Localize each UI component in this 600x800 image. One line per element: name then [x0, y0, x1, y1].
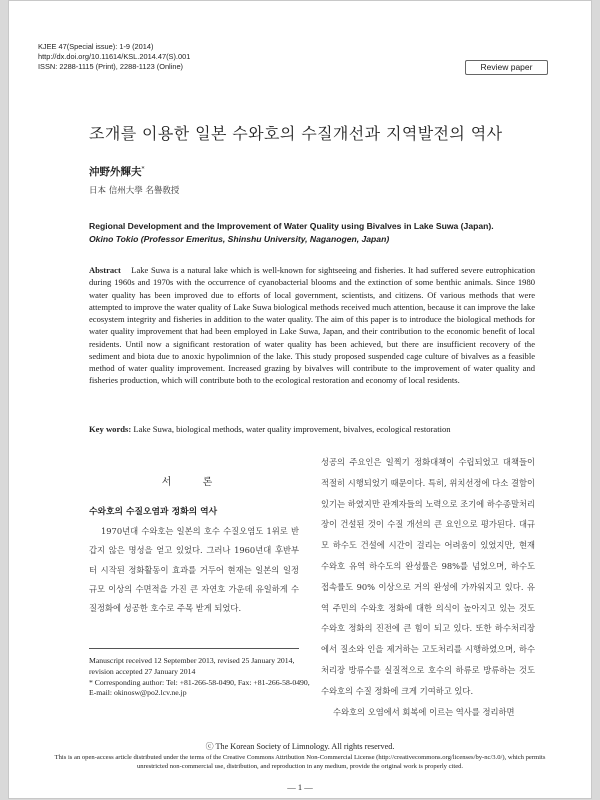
footnote-corresponding: * Corresponding author: Tel: +81-266-58-0490, Fax: +81-266-58-0490,: [89, 677, 310, 687]
manuscript-footnote: [89, 656, 309, 699]
footnote-divider: [89, 648, 299, 649]
footnote-email[interactable]: E-mail: okinosw@po2.lcv.ne.jp: [89, 688, 187, 698]
footnote-received: Manuscript received 12 September 2013, revised 25 January 2014,: [89, 656, 295, 665]
page-number: — 1 —: [287, 782, 313, 792]
body-paragraph: 성공의 주요인은 일찍기 정화대책이 수립되었고 대책들이 적절히 시행되었기 때문이다. 특히, 위치선정에 다소 결함이 있기는 하였지만 관계자들의 노력으로 조기에 하수종말처리장이 건설된 것이 수질 개선의 큰 요인으로 평가된다. 대규모 하수도 건설에 시간이 걸리는 어려움이 있었지만, 현재 수와호 유역 하수도의 완성률은 98%를 넘었으며, 하수도 접속률도 90% 이상으로 거의 완성에 가까워지고 있다. 유역 주민의 수와호 정화에 대한 의식이 높아지고 있는 것도 수와호 정화의 진전에 큰 힘이 되고 있다. 또한 하수처리장에서 질소와 인을 제거하는 고도처리를 시행하였으며, 하수처리장 방류수를 실질적으로 호수의 하류로 방류하는 것도 수와호의 수질 정화에 크게 기여하고 있다.: [321, 457, 535, 696]
korean-author: [89, 164, 145, 179]
english-author: Okino Tokio (Professor Emeritus, Shinshu University, Naganogen, Japan): [89, 234, 390, 244]
abstract-text: Lake Suwa is a natural lake which is well-known for sightseeing and fisheries. It had suffered severe eutrophication during 1960s and 1970s with the occurrence of cyanobacterial blooms and the extinction of some benthic animals. Since 1980 water quality has been improved due to efforts of local government, scientists, and citizens. Of various methods that were attempted to improve the water quality of Lake Suwa biological methods received much attention, because it can improve the lake ecosystem integrity and fisheries in addition to the water quality. The aim of this paper is to introduce the biological methods for water quality improvement that had been employed in Lake Suwa, Japan, and their contribution to the economic benefit of local residents. Until now a significant restoration of water quality has been achieved, but there are insufficient recovery of the sediment and biota due to anoxic hypolimnion of the lake. This study proposed suspended cage culture of bivalves as a feasible method of water quality improvement. Increased grazing by bivalves will contribute to the improvement of water quality and fisheries production, which will contribute both to the ecological restoration and economy of local residents.: [89, 265, 535, 386]
body-paragraph: 1970년대 수와호는 일본의 호수 수질오염도 1위로 반갑지 않은 명성을 얻고 있었다. 그러나 1960년대 후반부터 시작된 정화활동이 효과를 거두어 현재는 일본의 일정규모 이상의 수면적을 가진 큰 자연호 가운데 유일하게 수질정화에 성공한 호수로 주목 받게 되었다.: [89, 526, 299, 614]
english-title: Regional Development and the Improvement of Water Quality using Bivalves in Lake Suwa (Japan).: [89, 221, 494, 231]
author-name: 沖野外輝夫: [89, 166, 142, 178]
copyright-icon: ⓒ: [205, 742, 214, 751]
abstract-label: Abstract: [89, 265, 121, 275]
corresponding-mark: *: [141, 165, 145, 173]
right-column-body: [321, 452, 535, 722]
abstract: [89, 264, 535, 387]
body-paragraph: 수와호의 오염에서 회복에 이르는 역사를 정리하면: [333, 706, 515, 717]
keywords-label: Key words:: [89, 424, 132, 434]
paper-page: [9, 1, 591, 798]
journal-meta: [38, 42, 190, 72]
copyright-line: [9, 741, 591, 752]
section-heading: 서 론: [161, 477, 227, 488]
keywords-text: Lake Suwa, biological methods, water quality improvement, bivalves, ecological restoration: [133, 424, 451, 434]
copyright-text: The Korean Society of Limnology. All rights reserved.: [215, 742, 395, 751]
footnote-accepted: revision accepted 27 January 2014: [89, 666, 196, 676]
korean-title: 조개를 이용한 일본 수와호의 수질개선과 지역발전의 역사: [89, 124, 503, 143]
english-title-block: [89, 220, 559, 246]
issn: ISSN: 2288-1115 (Print), 2288-1123 (Online): [38, 62, 184, 71]
korean-affiliation: 日本 信州大學 名譽敎授: [89, 186, 180, 196]
left-column-body: [89, 522, 299, 618]
doi-link[interactable]: http://dx.doi.org/10.11614/KSL.2014.47(S).001: [38, 52, 191, 61]
section-subheading: 수와호의 수질오염과 정화의 역사: [89, 507, 218, 517]
article-type-badge: Review paper: [465, 60, 548, 75]
journal-citation: KJEE 47(Special issue): 1-9 (2014): [38, 42, 154, 51]
license-text: This is an open-access article distributed under the terms of the Creative Commons Attribution Non-Commercial License (http://creativecommons.org/licenses/by-nc/3.0/), which permits unrestricted non-commercial use, distribution, and reproduction in any medium, provide the original work is properly cited.: [54, 754, 546, 771]
keywords: [89, 423, 535, 435]
